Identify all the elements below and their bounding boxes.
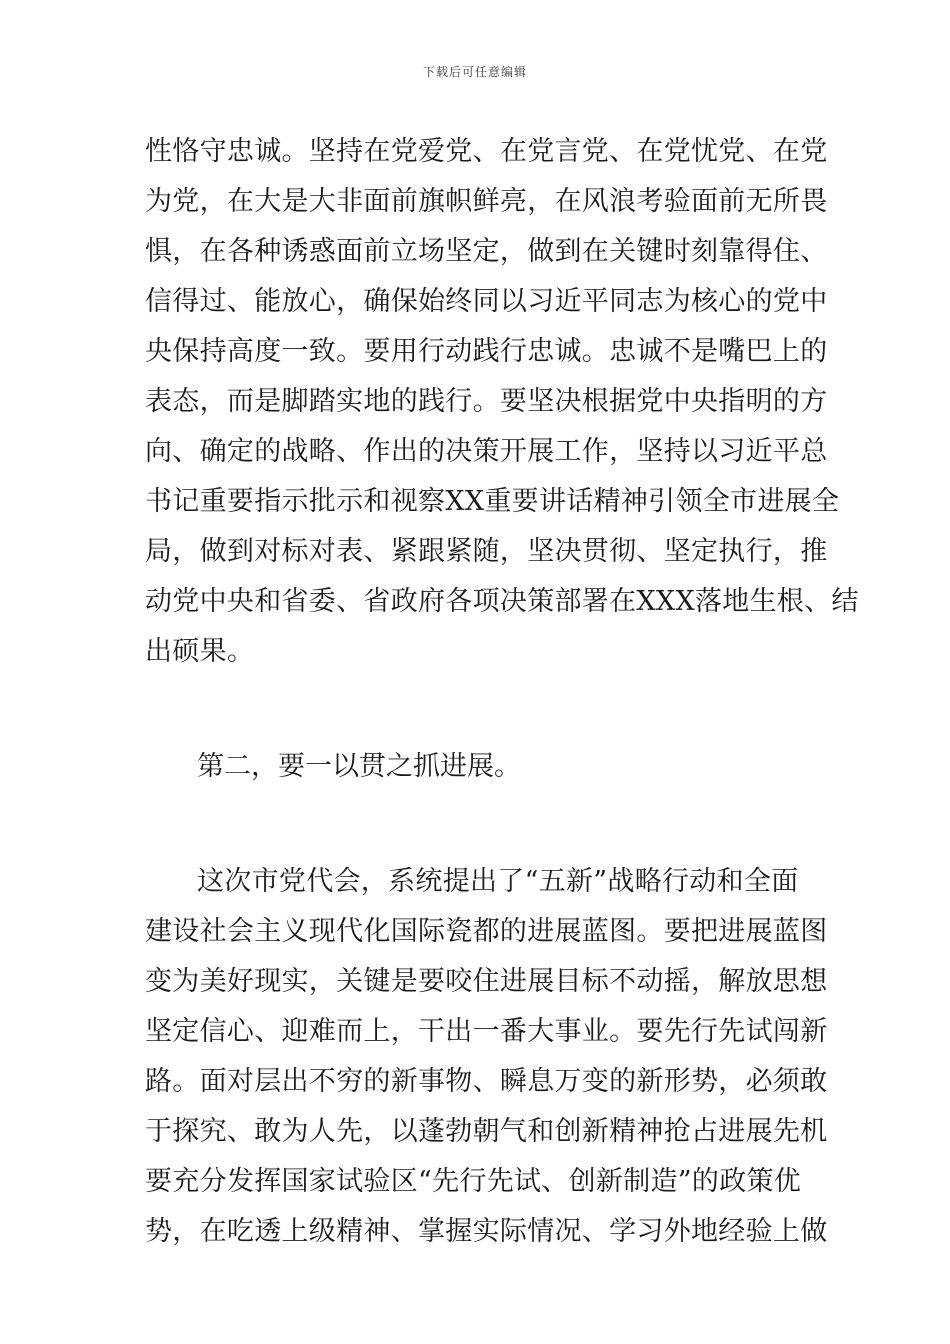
paragraph-line: 建设社会主义现代化国际瓷都的进展蓝图。要把进展蓝图 bbox=[145, 916, 828, 947]
paragraph-line: 出硕果。 bbox=[145, 636, 255, 667]
paragraph-line: 惧，在各种诱惑面前立场坚定，做到在关键时刻靠得住、 bbox=[145, 236, 828, 267]
paragraph-line: 要充分发挥国家试验区“先行先试、创新制造”的政策优 bbox=[145, 1166, 802, 1197]
paragraph-line: 坚定信心、迎难而上，干出一番大事业。要先行先试闯新 bbox=[145, 1016, 828, 1047]
paragraph-line: 央保持高度一致。要用行动践行忠诚。忠诚不是嘴巴上的 bbox=[145, 336, 828, 367]
paragraph-line: 局，做到对标对表、紧跟紧随，坚决贯彻、坚定执行，推 bbox=[145, 536, 828, 567]
paragraph-line: 势，在吃透上级精神、掌握实际情况、学习外地经验上做 bbox=[145, 1216, 828, 1247]
paragraph-line: 动党中央和省委、省政府各项决策部署在XXX落地生根、结 bbox=[145, 586, 859, 617]
paragraph-line: 这次市党代会，系统提出了“五新”战略行动和全面 bbox=[197, 866, 799, 897]
paragraph-line: 变为美好现实，关键是要咬住进展目标不动摇，解放思想 bbox=[145, 966, 828, 997]
paragraph-line: 向、确定的战略、作出的决策开展工作，坚持以习近平总 bbox=[145, 436, 828, 467]
paragraph-continuation bbox=[145, 127, 859, 677]
paragraph-line: 于探究、敢为人先，以蓬勃朝气和创新精神抢占进展先机 bbox=[145, 1116, 828, 1147]
document-body bbox=[145, 127, 859, 1257]
paragraph-line: 路。面对层出不穷的新事物、瞬息万变的新形势，必须敢 bbox=[145, 1066, 828, 1097]
paragraph-line: 书记重要指示批示和视察XX重要讲话精神引领全市进展全 bbox=[145, 486, 840, 517]
paragraph-line: 为党，在大是大非面前旗帜鲜亮，在风浪考验面前无所畏 bbox=[145, 186, 828, 217]
paragraph-line: 信得过、能放心，确保始终同以习近平同志为核心的党中 bbox=[145, 286, 828, 317]
page-header: 下载后可任意编辑 bbox=[422, 65, 527, 79]
section-heading: 第二，要一以贯之抓进展。 bbox=[197, 751, 521, 782]
paragraph bbox=[145, 857, 828, 1257]
paragraph-line: 表态，而是脚踏实地的践行。要坚决根据党中央指明的方 bbox=[145, 386, 828, 417]
paragraph-spacing bbox=[145, 792, 810, 857]
paragraph-line: 性恪守忠诚。坚持在党爱党、在党言党、在党忧党、在党 bbox=[145, 136, 828, 167]
paragraph-spacing bbox=[145, 677, 810, 742]
